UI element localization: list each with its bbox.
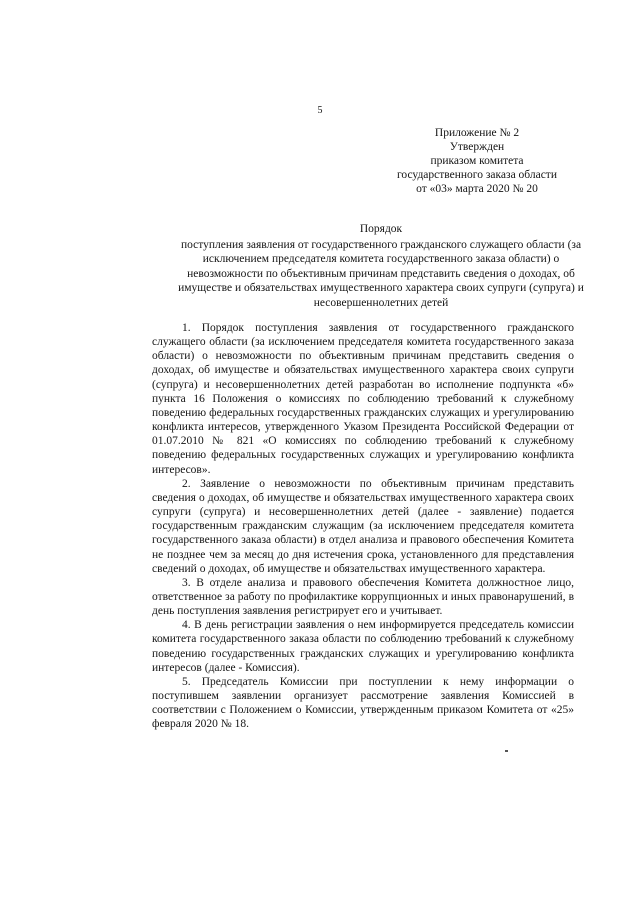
- paragraph-3: 3. В отделе анализа и правового обеспечения Комитета должностное лицо, ответственное за работу по профилактике коррупционных и иных правонарушений, в день поступления заявления регистрирует его и учитывает.: [152, 576, 574, 618]
- paragraph-1: 1. Порядок поступления заявления от государственного гражданского служащего области (за исключением председателя комитета государственного заказа области) о невозможности по объективным причинам представить сведения о доходах, об имуществе и обязательствах имущественного характера своих супруги (супруга) и несовершеннолетних детей разработан во исполнение подпункта «б» пункта 16 Положения о комиссиях по соблюдению требований к служебному поведению федеральных государственных гражданских служащих и урегулированию конфликта интересов, утвержденного Указом Президента Российской Федерации от 01.07.2010 № 821 «О комиссиях по соблюдению требований к служебному поведению федеральных государственных служащих и урегулированию конфликта интересов».: [152, 322, 574, 476]
- scan-speck: [505, 750, 508, 752]
- page-number: 5: [317, 105, 323, 116]
- document-subtitle: поступления заявления от государственного гражданского служащего области (за исключением председателя комитета государственного заказа области) о невозможности по объективным причинам представить сведения о доходах, об имуществе и обязательствах имущественного характера своих супруги (супруга) и несовершеннолетних детей: [178, 238, 584, 309]
- attachment-number: Приложение № 2: [434, 127, 520, 139]
- document-body: [152, 321, 574, 732]
- approval-order: приказом комитета: [430, 155, 524, 167]
- paragraph-5: 5. Председатель Комиссии при поступлении к нему информации о поступившем заявлении организует рассмотрение заявления Комиссией в соответствии с Положением о Комиссии, утвержденным приказом Комитета от «25» февраля 2020 № 18.: [152, 675, 574, 731]
- paragraph-4: 4. В день регистрации заявления о нем информируется председатель комиссии комитета государственного заказа области по соблюдению требований к служебному поведению государственных гражданских служащих и урегулированию конфликта интересов (далее - Комиссия).: [152, 619, 574, 674]
- approval-date: от «03» марта 2020 № 20: [416, 183, 538, 195]
- paragraph-2: 2. Заявление о невозможности по объективным причинам представить сведения о доходах, об имуществе и обязательствах имущественного характера своих супруги (супруга) и несовершеннолетних детей (далее - заявление) подается государственным гражданским служащим (за исключением председателя комитета государственного заказа области) в отдел анализа и правового обеспечения Комитета не позднее чем за месяц до дня истечения срока, установленного для представления сведений о доходах, об имуществе и обязательствах имущественного характера.: [152, 477, 574, 575]
- document-heading: [176, 222, 586, 311]
- approval-label: Утвержден: [449, 141, 505, 153]
- attachment-approval-block: [388, 126, 566, 196]
- document-title: Порядок: [359, 223, 403, 235]
- approval-committee: государственного заказа области: [397, 169, 557, 181]
